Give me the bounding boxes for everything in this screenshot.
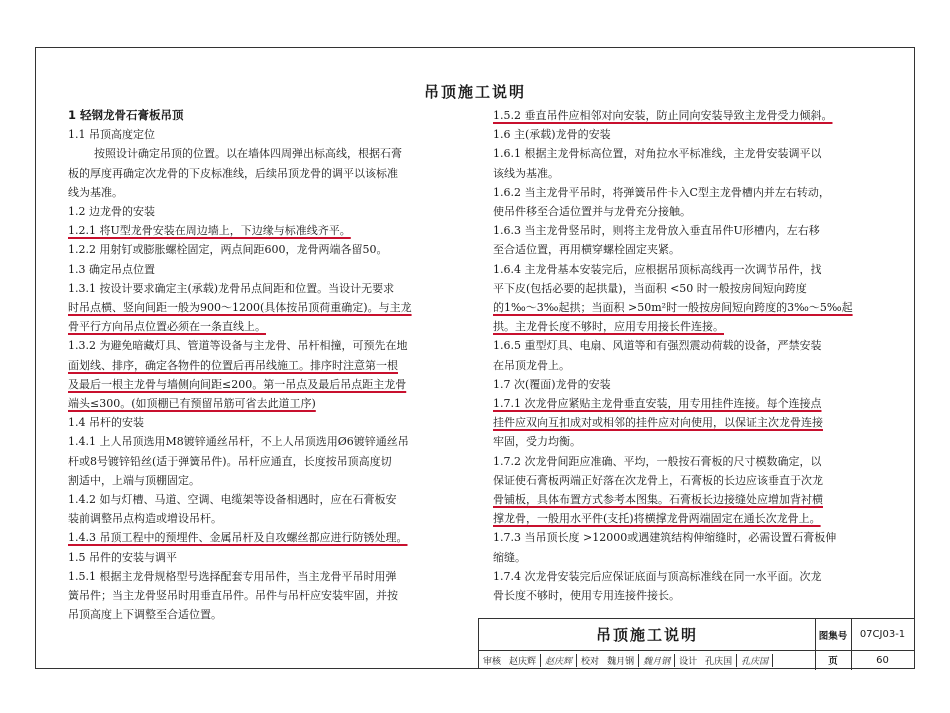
checker-name: 魏月钢 [607, 656, 635, 667]
page-title: 吊顶施工说明 [423, 83, 526, 101]
text-line: 使吊件移至合适位置并与龙骨充分接触。 [493, 205, 691, 219]
text-line: 1.2.2 用射钉或膨胀螺栓固定，两点间距600，龙骨两端各留50。 [68, 243, 388, 257]
text-line [493, 509, 888, 528]
checker-signature: 魏月钢 [638, 654, 675, 667]
text-line: 1.7.3 当吊顶长度 >12000或遇建筑结构伸缩缝时，必需设置石膏板伸 [493, 531, 837, 545]
text-line [68, 375, 478, 394]
text-line: 装前调整吊点构造或增设吊杆。 [68, 512, 222, 526]
text-line [68, 394, 478, 413]
page-number: 60 [876, 654, 889, 666]
text-line [493, 394, 888, 413]
highlighted-text: 1.2.1 将U型龙骨安装在周边墙上，下边缘与标准线齐平。 [68, 224, 351, 238]
text-line: 1.6.4 主龙骨基本安装完后，应根据吊顶标高线再一次调节吊件，找 [493, 262, 822, 276]
highlighted-text: 端头≤300。(如顶棚已有预留吊筋可省去此道工序) [68, 397, 316, 411]
text-line [68, 221, 478, 240]
text-line: 缩缝。 [493, 550, 526, 564]
text-line [68, 356, 478, 375]
text-line: 1.6.1 根据主龙骨标高位置，对角拉水平标准线，主龙骨安装调平以 [493, 147, 822, 161]
text-line: 1.2 边龙骨的安装 [68, 205, 155, 219]
title-block [478, 618, 915, 669]
text-line: 1.1 吊顶高度定位 [68, 128, 155, 142]
text-line: 1.6.2 当主龙骨平吊时，将弹簧吊件卡入C型主龙骨槽内并左右转动， [493, 185, 830, 199]
text-line: 割适中，上端与顶棚固定。 [68, 473, 200, 487]
text-line: 保证使石膏板两端正好落在次龙骨上，石膏板的长边应该垂直于次龙 [493, 473, 823, 487]
highlighted-text: 及最后一根主龙骨与墙侧向间距≤200。第一吊点及最后吊点距主龙骨 [68, 377, 407, 391]
text-line: 1.3.1 按设计要求确定主(承载)龙骨吊点间距和位置。当设计无要求 [68, 281, 395, 295]
text-line: 吊顶高度上下调整至合适位置。 [68, 608, 222, 622]
text-line [493, 490, 888, 509]
atlas-label: 图集号 [815, 619, 852, 651]
text-line: 1.6.5 重型灯具、电扇、风道等和有强烈震动荷载的设备，严禁安装 [493, 339, 822, 353]
review-label: 审核 [483, 656, 502, 667]
highlighted-text: 骨平行方向吊点位置必须在一条直线上。 [68, 320, 266, 334]
right-column [493, 106, 888, 605]
highlighted-text: 撑龙骨，一般用水平件(支托)将横撑龙骨两端固定在通长次龙骨上。 [493, 512, 821, 526]
text-line [493, 298, 888, 317]
text-line [493, 106, 888, 125]
highlighted-text: 1.7.1 次龙骨应紧贴主龙骨垂直安装，用专用挂件连接。每个连接点 [493, 397, 822, 411]
left-column [68, 106, 478, 624]
text-line: 1.7.2 次龙骨间距应准确、平均，一般按石膏板的尺寸模数确定，以 [493, 454, 822, 468]
text-line: 该线为基准。 [493, 166, 559, 180]
highlighted-text: 时吊点横、竖向间距一般为900～1200(具体按吊顶荷重确定)。与主龙 [68, 301, 412, 315]
atlas-number: 07CJ03-1 [851, 619, 914, 651]
text-line: 线为基准。 [68, 185, 123, 199]
text-line: 1.3 确定吊点位置 [68, 262, 155, 276]
text-line: 1.4.2 如与灯槽、马道、空调、电缆架等设备相遇时，应在石膏板安 [68, 493, 397, 507]
text-line: 1 轻钢龙骨石膏板吊顶 [68, 108, 184, 122]
highlighted-text: 挂件应双向互扣成对或相邻的挂件应对向使用，以保证主次龙骨连接 [493, 416, 823, 430]
highlighted-text: 1.5.2 垂直吊件应相邻对向安装，防止同向安装导致主龙骨受力倾斜。 [493, 109, 833, 122]
text-line: 板的厚度再确定次龙骨的下皮标准线，后续吊顶龙骨的调平以该标准 [68, 166, 398, 180]
text-line: 1.4.1 上人吊顶选用M8镀锌通丝吊杆，不上人吊顶选用Ø6镀锌通丝吊 [68, 435, 409, 449]
design-label: 设计 [679, 656, 698, 667]
text-line [493, 317, 888, 336]
highlighted-text: 1.4.3 吊顶工程中的预埋件、金属吊杆及自攻螺丝都应进行防锈处理。 [68, 531, 408, 545]
text-line: 按照设计确定吊顶的位置。以在墙体四周弹出标高线，根据石膏 [94, 147, 402, 161]
text-line [68, 317, 478, 336]
reviewer-signature: 赵庆辉 [540, 654, 577, 667]
designer-name: 孔庆国 [705, 656, 733, 667]
text-line: 1.3.2 为避免暗藏灯具、管道等设备与主龙骨、吊杆相撞，可预先在地 [68, 339, 408, 353]
text-line: 1.6.3 当主龙骨竖吊时，则将主龙骨放入垂直吊件U形槽内，左右移 [493, 224, 820, 238]
text-line: 1.4 吊杆的安装 [68, 416, 144, 430]
highlighted-text: 的1‰～3‰起拱；当面积 >50m²时一般按房间短向跨度的3‰～5‰起 [493, 301, 853, 315]
text-line [493, 413, 888, 432]
text-line: 在吊顶龙骨上。 [493, 358, 570, 372]
text-line: 1.7 次(覆面)龙骨的安装 [493, 377, 611, 391]
text-line: 1.7.4 次龙骨安装完后应保证底面与顶高标准线在同一水平面。次龙 [493, 569, 822, 583]
text-line: 至合适位置，再用横穿螺栓固定夹紧。 [493, 243, 680, 257]
signature-row [479, 650, 816, 670]
text-line: 1.5 吊件的安装与调平 [68, 550, 177, 564]
highlighted-text: 面划线、排序，确定各物件的位置后再吊线施工。排序时注意第一根 [68, 358, 398, 372]
highlighted-text: 拱。主龙骨长度不够时，应用专用接长件连接。 [493, 320, 724, 334]
highlighted-text: 骨铺板，具体布置方式参考本图集。石膏板长边接缝处应增加背衬横 [493, 493, 823, 507]
text-line [68, 298, 478, 317]
text-line: 牢固，受力均衡。 [493, 435, 581, 449]
check-label: 校对 [581, 656, 600, 667]
reviewer-name: 赵庆辉 [509, 656, 537, 667]
text-line: 1.6 主(承载)龙骨的安装 [493, 128, 611, 142]
designer-signature: 孔庆国 [736, 654, 773, 667]
text-line: 杆或8号镀锌铅丝(适于弹簧吊件)。吊杆应通直，长度按吊顶高度切 [68, 454, 392, 468]
title-block-title: 吊顶施工说明 [479, 619, 816, 651]
text-line [68, 528, 478, 547]
page-label: 页 [815, 650, 852, 670]
text-line: 骨长度不够时，使用专用连接件接长。 [493, 589, 680, 603]
text-line: 簧吊件；当主龙骨竖吊时用垂直吊件。吊件与吊杆应安装牢固，并按 [68, 589, 398, 603]
text-line: 1.5.1 根据主龙骨规格型号选择配套专用吊件，当主龙骨平吊时用弹 [68, 569, 397, 583]
text-line: 平下皮(包括必要的起拱量)，当面积 <50 时一般按房间短向跨度 [493, 281, 807, 295]
